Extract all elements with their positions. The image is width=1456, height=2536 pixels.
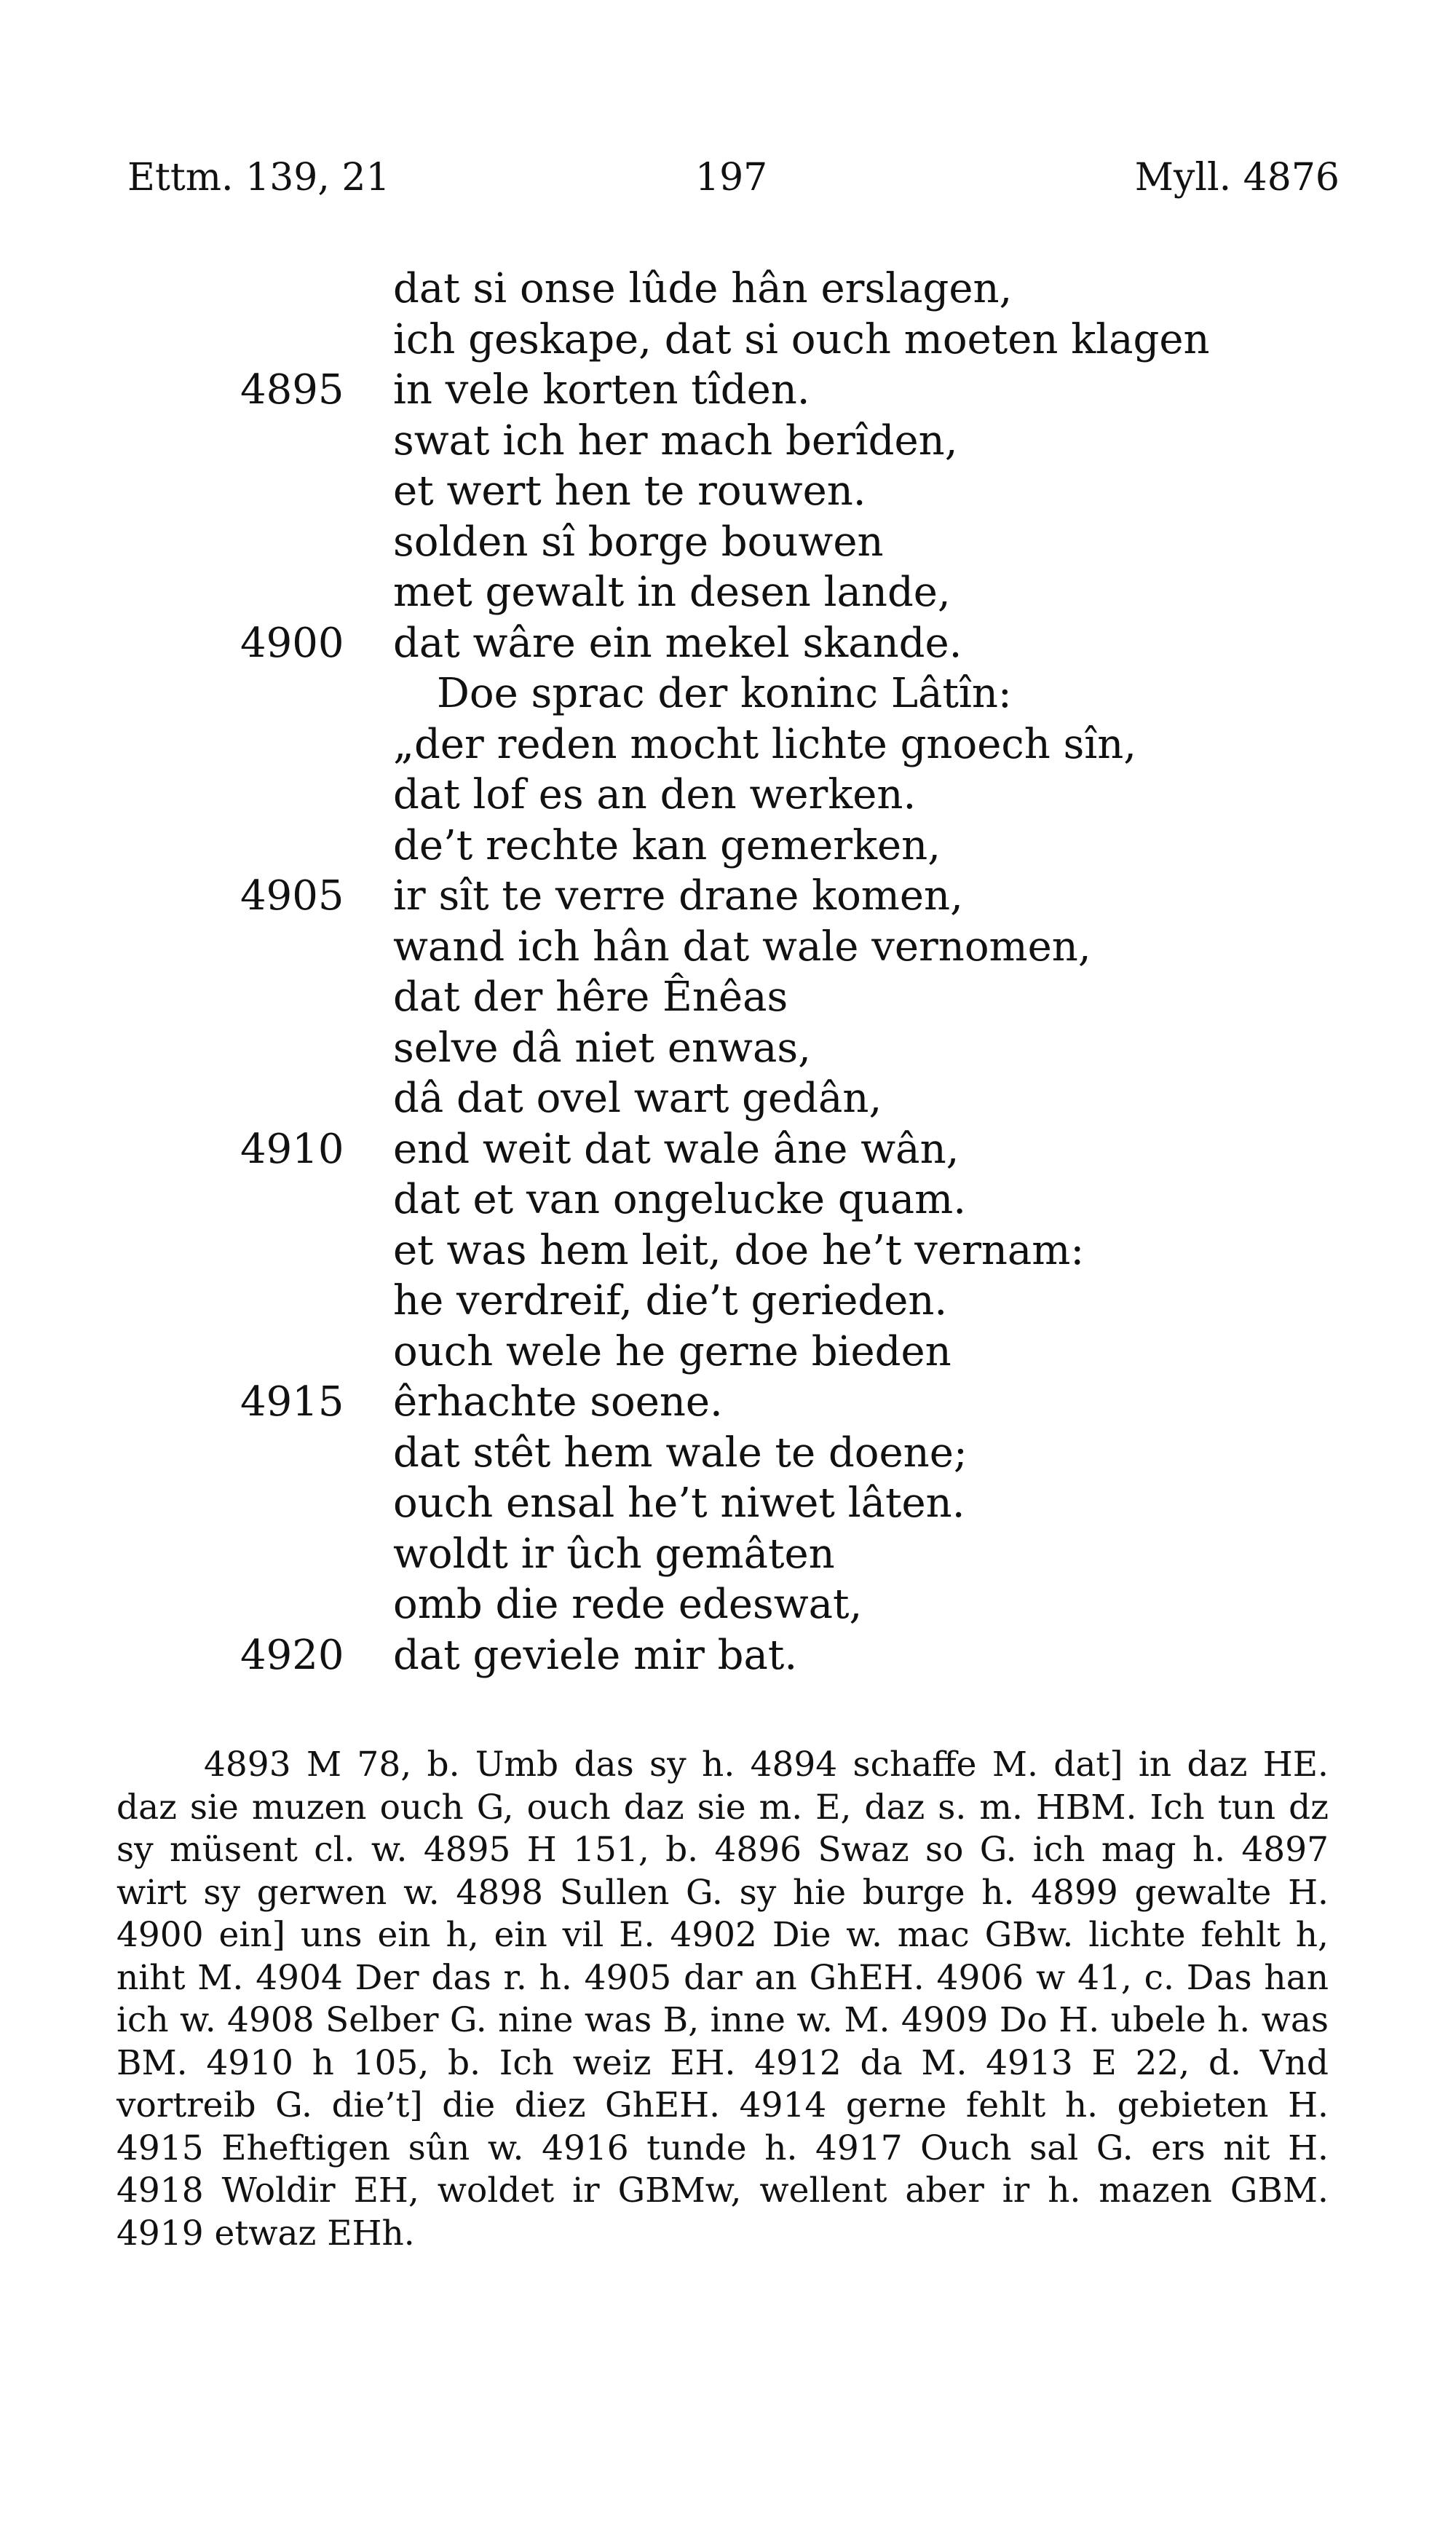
verse-text: woldt ir ûch gemâten bbox=[393, 1530, 835, 1578]
verse-text: met gewalt in desen lande, bbox=[393, 569, 951, 616]
verse-line bbox=[0, 1073, 1456, 1124]
verse-line bbox=[0, 770, 1456, 821]
verse-text: dat et van ongelucke quam. bbox=[393, 1176, 967, 1223]
verse-line bbox=[0, 668, 1456, 719]
verse-text: he verdreif, die’t gerieden. bbox=[393, 1277, 948, 1324]
verse-line bbox=[0, 972, 1456, 1023]
verse-line bbox=[0, 871, 1456, 922]
header-right-reference: Myll. 4876 bbox=[1134, 156, 1340, 200]
verse-line bbox=[0, 1174, 1456, 1225]
verse-text: selve dâ niet enwas, bbox=[393, 1024, 811, 1072]
page-number: 197 bbox=[695, 156, 768, 200]
verse-line bbox=[0, 365, 1456, 416]
verse-line bbox=[0, 1630, 1456, 1681]
verse-line bbox=[0, 1579, 1456, 1630]
verse-text: dat lof es an den werken. bbox=[393, 771, 917, 818]
verse-text: êrhachte soene. bbox=[393, 1378, 723, 1426]
verse-line bbox=[0, 567, 1456, 618]
verse-line bbox=[0, 1377, 1456, 1428]
verse-line bbox=[0, 821, 1456, 872]
verse-line bbox=[0, 1124, 1456, 1175]
header-left-reference: Ettm. 139, 21 bbox=[127, 156, 390, 200]
verse-text: dat der hêre Ênêas bbox=[393, 973, 788, 1021]
verse-text: „der reden mocht lichte gnoech sîn, bbox=[393, 720, 1137, 768]
verse-line bbox=[0, 1023, 1456, 1074]
verse-line bbox=[0, 1428, 1456, 1479]
verse-number: 4910 bbox=[240, 1125, 344, 1173]
verse-number: 4920 bbox=[240, 1631, 344, 1679]
verse-number: 4905 bbox=[240, 872, 344, 920]
verse-text: Doe sprac der koninc Lâtîn: bbox=[437, 670, 1012, 717]
verse-text: end weit dat wale âne wân, bbox=[393, 1125, 960, 1173]
verse-line bbox=[0, 1529, 1456, 1580]
verse-text: in vele korten tîden. bbox=[393, 366, 810, 414]
verse-text: ich geskape, dat si ouch moeten klagen bbox=[393, 315, 1210, 363]
verse-text: dat geviele mir bat. bbox=[393, 1631, 798, 1679]
verse-text: ir sît te verre drane komen, bbox=[393, 872, 963, 920]
verse-line bbox=[0, 416, 1456, 467]
verse-line bbox=[0, 517, 1456, 568]
critical-apparatus bbox=[116, 1744, 1329, 2255]
verse-line bbox=[0, 922, 1456, 973]
verse-text: solden sî borge bouwen bbox=[393, 518, 884, 566]
verse-text: omb die rede edeswat, bbox=[393, 1581, 863, 1628]
running-header bbox=[0, 156, 1456, 200]
verse-line bbox=[0, 1276, 1456, 1327]
verse-text: ouch ensal he’t niwet lâten. bbox=[393, 1480, 965, 1527]
verse-text: de’t rechte kan gemerken, bbox=[393, 821, 941, 869]
verse-text: swat ich her mach berîden, bbox=[393, 416, 958, 465]
verse-number: 4895 bbox=[240, 366, 344, 414]
verse-text: et wert hen te rouwen. bbox=[393, 467, 866, 515]
verse-line bbox=[0, 1327, 1456, 1378]
verse-line bbox=[0, 315, 1456, 366]
verse-line bbox=[0, 1225, 1456, 1276]
verse-line bbox=[0, 466, 1456, 517]
verse-block bbox=[0, 264, 1456, 1680]
verse-text: ouch wele he gerne bieden bbox=[393, 1327, 951, 1375]
verse-text: dat stêt hem wale te doene; bbox=[393, 1429, 968, 1477]
verse-text: dat si onse lûde hân erslagen, bbox=[393, 265, 1013, 312]
verse-line bbox=[0, 719, 1456, 770]
verse-number: 4915 bbox=[240, 1378, 344, 1426]
verse-line bbox=[0, 264, 1456, 315]
verse-number: 4900 bbox=[240, 619, 344, 667]
verse-text: dâ dat ovel wart gedân, bbox=[393, 1075, 882, 1122]
verse-text: wand ich hân dat wale vernomen, bbox=[393, 923, 1091, 971]
verse-line bbox=[0, 1478, 1456, 1529]
apparatus-text: 4893 M 78, b. Umb das sy h. 4894 schaffe M. dat] in daz HE. daz sie muzen ouch G, ouch daz sie m. E, daz s. m. HBM. Ich tun dz sy müsent cl. w. 4895 H 151, b. 4896 Swaz so G. ich mag h. 4897 wirt sy gerwen w. 4898 Sullen G. sy hie burge h. 4899 gewalte H. 4900 ein] uns ein h, ein vil E. 4902 Die w. mac GBw. lichte fehlt h, niht M. 4904 Der das r. h. 4905 dar an GhEH. 4906 w 41, c. Das han ich w. 4908 Selber G. nine was B, inne w. M. 4909 Do H. ubele h. was BM. 4910 h 105, b. Ich weiz EH. 4912 da M. 4913 E 22, d. Vnd vortreib G. die’t] die diez GhEH. 4914 gerne fehlt h. gebieten H. 4915 Eheftigen sûn w. 4916 tunde h. 4917 Ouch sal G. ers nit H. 4918 Woldir EH, woldet ir GBMw, wellent aber ir h. mazen GBM. 4919 etwaz EHh. bbox=[116, 1745, 1329, 2253]
verse-line bbox=[0, 618, 1456, 669]
verse-text: dat wâre ein mekel skande. bbox=[393, 619, 962, 667]
verse-text: et was hem leit, doe he’t vernam: bbox=[393, 1226, 1085, 1274]
